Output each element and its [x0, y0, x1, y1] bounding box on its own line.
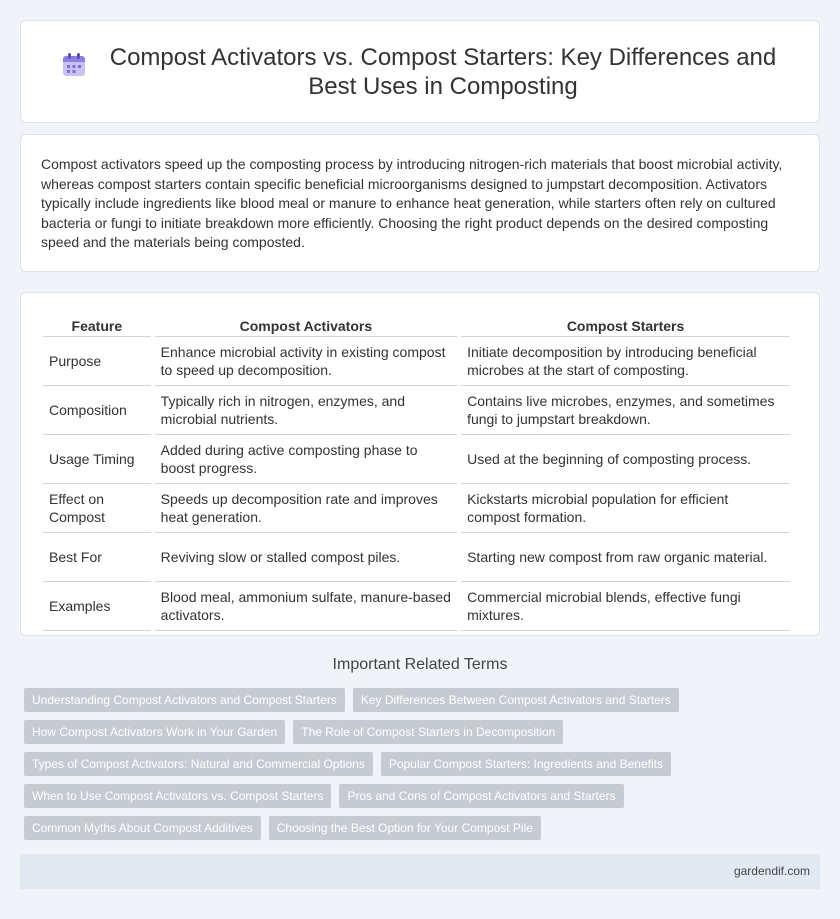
related-tag[interactable]: Choosing the Best Option for Your Compost Pile [269, 816, 541, 840]
table-row [43, 386, 790, 435]
related-tags [24, 688, 824, 848]
related-tag[interactable]: Key Differences Between Compost Activators and Starters [353, 688, 679, 712]
row-feature: Examples [43, 582, 151, 631]
footer-site-link[interactable]: gardendif.com [733, 864, 810, 878]
page-title: Compost Activators vs. Compost Starters: Key Differences and Best Uses in Composting [109, 43, 777, 100]
table-row [43, 582, 790, 631]
row-feature: Purpose [43, 337, 151, 386]
row-starters: Initiate decomposition by introducing beneficial microbes at the start of composting. [461, 337, 790, 386]
related-tag[interactable]: Popular Compost Starters: Ingredients and Benefits [381, 752, 671, 776]
related-tag[interactable]: Pros and Cons of Compost Activators and Starters [339, 784, 623, 808]
table-header-row [43, 313, 790, 337]
row-feature: Best For [43, 533, 151, 582]
related-terms-title: Important Related Terms [332, 656, 508, 673]
row-activators: Enhance microbial activity in existing compost to speed up decomposition. [155, 337, 457, 386]
related-tag[interactable]: How Compost Activators Work in Your Garden [24, 720, 285, 744]
tag-row [24, 816, 824, 840]
table-row [43, 337, 790, 386]
header-feature: Feature [43, 313, 151, 337]
header-activators: Compost Activators [155, 313, 457, 337]
footer [20, 854, 820, 889]
row-activators: Added during active composting phase to boost progress. [155, 435, 457, 484]
comparison-table [39, 313, 794, 631]
row-feature: Composition [43, 386, 151, 435]
related-tag[interactable]: Common Myths About Compost Additives [24, 816, 261, 840]
row-feature: Usage Timing [43, 435, 151, 484]
intro-paragraph: Compost activators speed up the composting process by introducing nitrogen-rich materials that boost microbial activity, whereas compost starters contain specific beneficial microorganisms designed to jumpstart decomposition. Activators typically include ingredients like blood meal or manure to enhance heat generation, while starters often rely on cultured bacteria or fungi to initiate breakdown more efficiently. Choosing the right product depends on the desired composting speed and the materials being composted. [41, 156, 783, 251]
row-feature: Effect on Compost [43, 484, 151, 533]
row-activators: Speeds up decomposition rate and improves heat generation. [155, 484, 457, 533]
related-tag[interactable]: Understanding Compost Activators and Compost Starters [24, 688, 345, 712]
row-starters: Starting new compost from raw organic material. [461, 533, 790, 582]
row-activators: Blood meal, ammonium sulfate, manure-based activators. [155, 582, 457, 631]
row-starters: Commercial microbial blends, effective fungi mixtures. [461, 582, 790, 631]
row-starters: Used at the beginning of composting process. [461, 435, 790, 484]
table-row [43, 484, 790, 533]
intro-card [20, 134, 820, 272]
related-tag[interactable]: When to Use Compost Activators vs. Compost Starters [24, 784, 331, 808]
tag-row [24, 720, 824, 744]
row-activators: Reviving slow or stalled compost piles. [155, 533, 457, 582]
table-row [43, 435, 790, 484]
calendar-icon [60, 51, 88, 79]
related-tag[interactable]: Types of Compost Activators: Natural and Commercial Options [24, 752, 373, 776]
tag-row [24, 752, 824, 776]
row-starters: Contains live microbes, enzymes, and sometimes fungi to jumpstart breakdown. [461, 386, 790, 435]
comparison-card [20, 292, 820, 636]
row-starters: Kickstarts microbial population for efficient compost formation. [461, 484, 790, 533]
tag-row [24, 688, 824, 712]
related-tag[interactable]: The Role of Compost Starters in Decomposition [293, 720, 563, 744]
header-starters: Compost Starters [461, 313, 790, 337]
title-card [20, 20, 820, 123]
tag-row [24, 784, 824, 808]
row-activators: Typically rich in nitrogen, enzymes, and microbial nutrients. [155, 386, 457, 435]
table-row [43, 533, 790, 582]
